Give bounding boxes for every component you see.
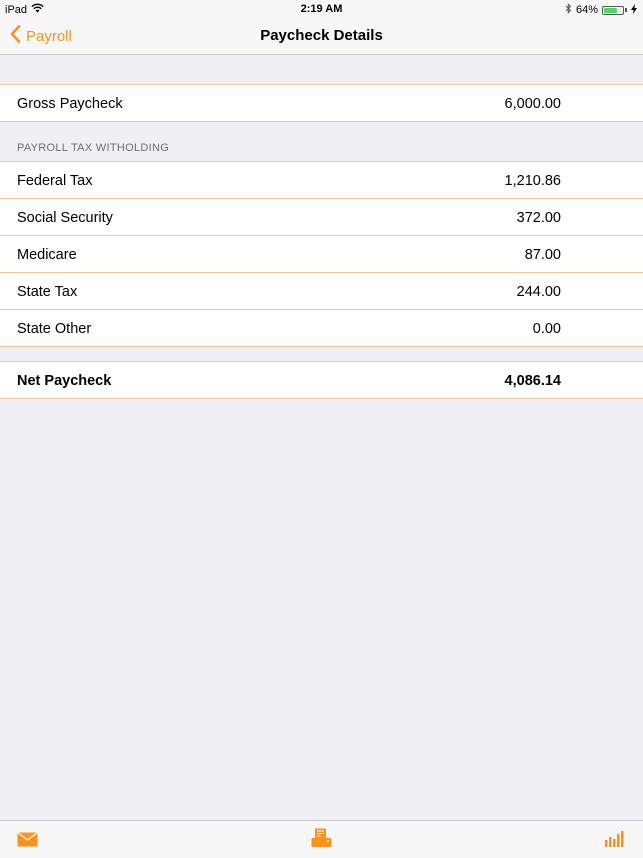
charging-icon bbox=[631, 4, 637, 17]
federal-tax-row[interactable] bbox=[0, 162, 643, 198]
gross-group bbox=[0, 84, 643, 122]
federal-tax-label: Federal Tax bbox=[17, 173, 93, 189]
state-other-row[interactable] bbox=[0, 309, 643, 346]
state-tax-value: 244.00 bbox=[516, 284, 561, 300]
gross-paycheck-value: 6,000.00 bbox=[504, 96, 561, 112]
medicare-row[interactable] bbox=[0, 235, 643, 272]
state-other-label: State Other bbox=[17, 321, 92, 337]
bluetooth-icon bbox=[565, 3, 572, 17]
bottom-toolbar bbox=[0, 820, 643, 858]
device-name: iPad bbox=[5, 3, 28, 16]
net-paycheck-row[interactable] bbox=[0, 362, 643, 398]
social-security-label: Social Security bbox=[17, 210, 113, 226]
chart-icon[interactable] bbox=[605, 831, 626, 852]
state-tax-row[interactable] bbox=[0, 272, 643, 309]
battery-icon bbox=[602, 6, 624, 15]
back-label: Payroll bbox=[26, 27, 72, 45]
print-icon[interactable] bbox=[311, 828, 332, 853]
state-tax-label: State Tax bbox=[17, 284, 78, 300]
battery-cap bbox=[625, 8, 627, 12]
status-bar bbox=[0, 0, 643, 18]
gross-paycheck-label: Gross Paycheck bbox=[17, 96, 123, 112]
net-paycheck-value: 4,086.14 bbox=[504, 373, 561, 389]
state-other-value: 0.00 bbox=[532, 321, 561, 337]
medicare-label: Medicare bbox=[17, 247, 77, 263]
social-security-value: 372.00 bbox=[516, 210, 561, 226]
medicare-value: 87.00 bbox=[524, 247, 561, 263]
federal-tax-value: 1,210.86 bbox=[504, 173, 561, 189]
page-title: Paycheck Details bbox=[260, 27, 383, 44]
net-group bbox=[0, 361, 643, 399]
status-time: 2:19 AM bbox=[300, 3, 343, 15]
battery-percent: 64% bbox=[575, 4, 598, 16]
gross-paycheck-row[interactable] bbox=[0, 85, 643, 121]
tax-section-header: PAYROLL TAX WITHOLDING bbox=[17, 142, 170, 154]
social-security-row[interactable] bbox=[0, 198, 643, 235]
tax-group bbox=[0, 161, 643, 347]
mail-icon[interactable] bbox=[17, 832, 38, 852]
status-right bbox=[565, 3, 637, 17]
navigation-bar bbox=[0, 18, 643, 55]
net-paycheck-label: Net Paycheck bbox=[17, 373, 112, 389]
